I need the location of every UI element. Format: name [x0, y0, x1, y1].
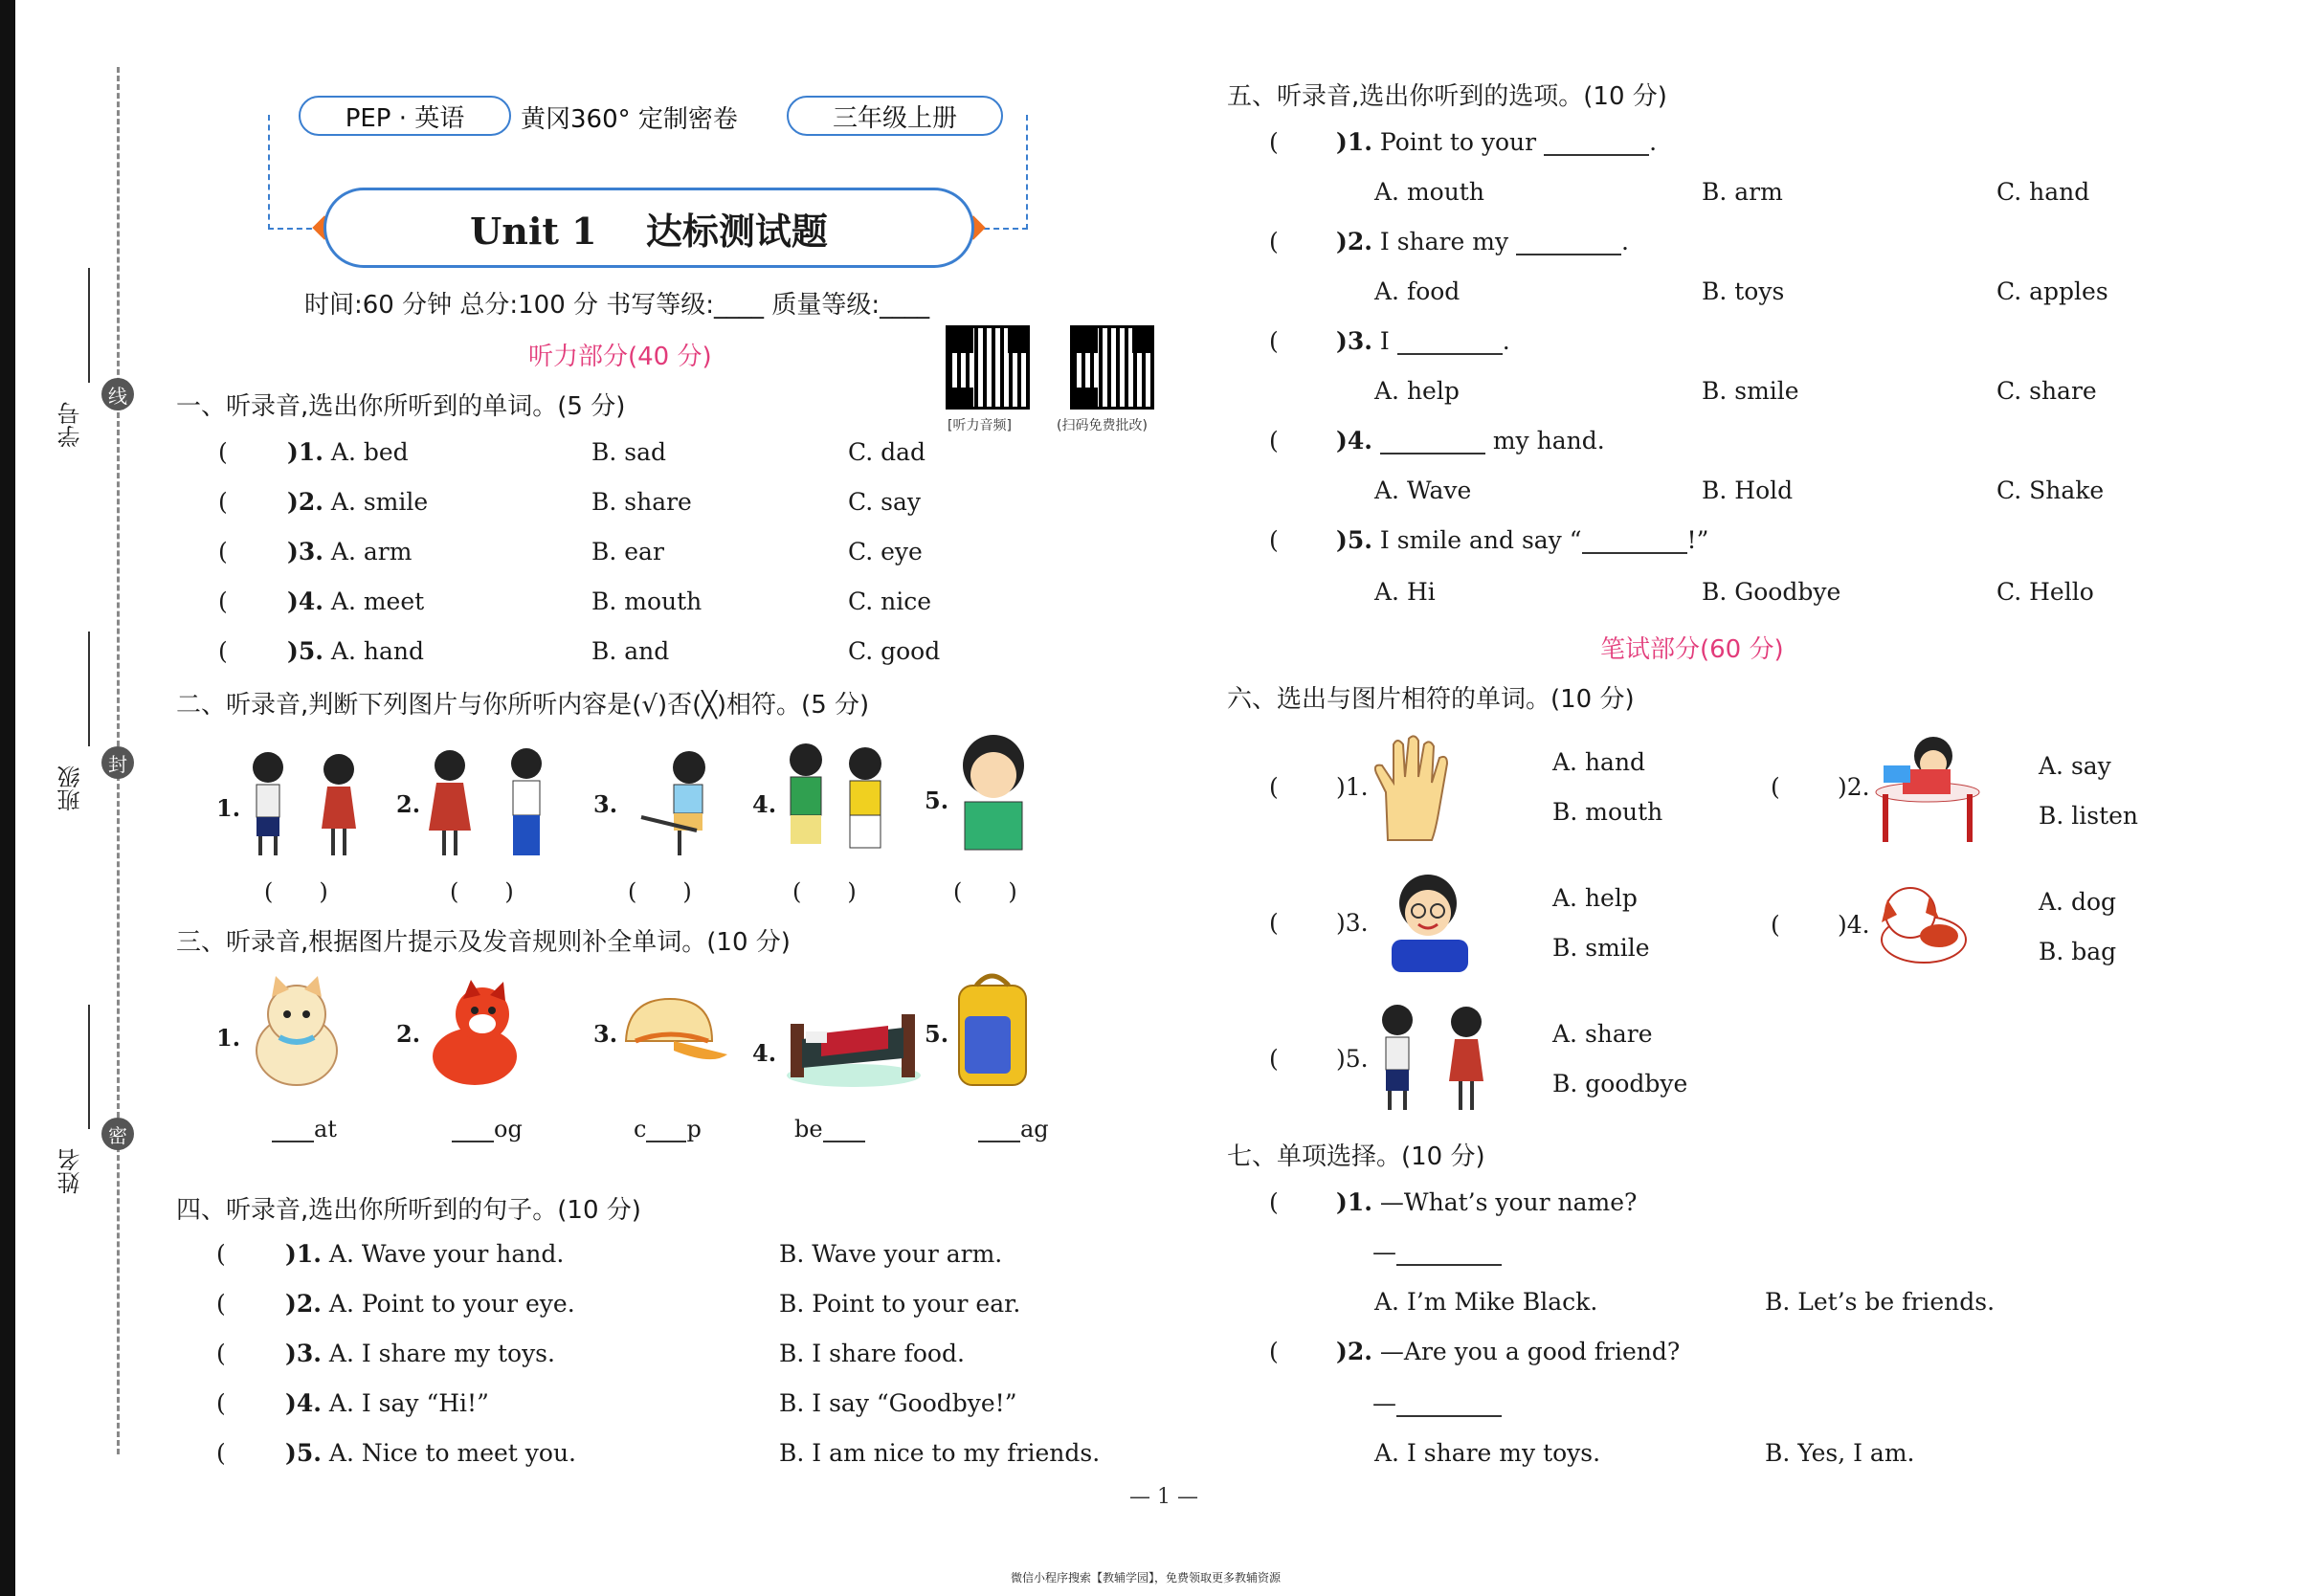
q2-num-3: 3.	[593, 790, 618, 818]
q3-word-2[interactable]: og	[452, 1116, 523, 1142]
q3-num-1: 1.	[216, 1024, 241, 1052]
q4-item-4: )4. A. I say “Hi!”	[285, 1389, 489, 1417]
q2-pic-4	[775, 739, 900, 863]
q5-item-1-a: A. mouth	[1374, 178, 1484, 206]
q5-item-2-c: C. apples	[1996, 277, 2108, 305]
q6-item-4-a: A. dog	[2039, 888, 2117, 916]
q2-answer-1[interactable]: ( )	[264, 878, 328, 905]
qr-audio[interactable]	[946, 325, 1030, 410]
q3-num-3: 3.	[593, 1020, 618, 1048]
q3-pic-bed	[783, 1005, 923, 1089]
q6-item-3-a: A. help	[1552, 884, 1638, 912]
q1-item-5-c: C. good	[848, 637, 941, 665]
q1-item-3: )3. A. arm	[287, 538, 413, 565]
qr-audio-caption: [听力音频]	[948, 418, 1012, 433]
q6-pic-hand	[1369, 735, 1455, 842]
q3-word-1[interactable]: at	[272, 1116, 337, 1142]
q7-item-1-answer[interactable]: —	[1372, 1238, 1502, 1266]
q6-item-1-a: A. hand	[1552, 748, 1646, 776]
q2-pic-1	[239, 746, 373, 861]
q7-item-2-a: A. I share my toys.	[1374, 1439, 1601, 1467]
q2-num-4: 4.	[752, 790, 777, 818]
q2-num-2: 2.	[396, 790, 421, 818]
subject-badge: PEP · 英语	[299, 96, 511, 136]
q4-item-1: )1. A. Wave your hand.	[285, 1240, 565, 1268]
q6-num-1: )1.	[1336, 773, 1369, 801]
q6-item-5-b: B. goodbye	[1552, 1070, 1688, 1097]
q7-item-2-q: )2. —Are you a good friend?	[1336, 1338, 1681, 1365]
q3-pic-cat	[241, 976, 352, 1091]
q4-title: 四、听录音,选出你所听到的句子。(10 分)	[176, 1196, 641, 1225]
q5-item-4: )4. my hand.	[1336, 427, 1605, 454]
q6-item-2-b: B. listen	[2039, 802, 2139, 830]
q6-pic-dog	[1872, 880, 1972, 970]
q5-item-5-b: B. Goodbye	[1702, 578, 1841, 606]
q4-item-5: )5. A. Nice to meet you.	[285, 1439, 577, 1467]
q5-title: 五、听录音,选出你听到的选项。(10 分)	[1227, 82, 1667, 111]
q5-item-1-c: C. hand	[1996, 178, 2090, 206]
q5-item-5-a: A. Hi	[1374, 578, 1436, 606]
q5-item-5-c: C. Hello	[1996, 578, 2094, 606]
q1-item-5: )5. A. hand	[287, 637, 424, 665]
q4-item-5-b: B. I am nice to my friends.	[779, 1439, 1101, 1467]
q5-item-3: )3. I .	[1336, 327, 1510, 355]
page-title: Unit 1 达标测试题	[323, 188, 974, 268]
q4-item-3-b: B. I share food.	[779, 1340, 965, 1367]
q4-item-2: )2. A. Point to your eye.	[285, 1290, 575, 1318]
q5-item-1-b: B. arm	[1702, 178, 1783, 206]
q1-item-1-b: B. sad	[591, 438, 667, 466]
q5-item-2-b: B. toys	[1702, 277, 1785, 305]
q7-item-2-b: B. Yes, I am.	[1765, 1439, 1915, 1467]
q3-num-5: 5.	[925, 1020, 949, 1048]
q6-pic-listen	[1872, 731, 1983, 850]
q6-title: 六、选出与图片相符的单词。(10 分)	[1227, 685, 1635, 714]
student-id-label: 学号	[57, 402, 84, 448]
q3-word-4[interactable]: be	[794, 1116, 865, 1142]
class-label: 班级	[57, 765, 84, 811]
q5-item-2-a: A. food	[1374, 277, 1461, 305]
exam-meta: 时间:60 分钟 总分:100 分 书写等级:____ 质量等级:____	[304, 291, 930, 320]
q4-item-4-b: B. I say “Goodbye!”	[779, 1389, 1017, 1417]
q5-item-4-b: B. Hold	[1702, 477, 1794, 504]
q6-item-4-b: B. bag	[2039, 938, 2117, 965]
q1-item-1: )1. A. bed	[287, 438, 409, 466]
q3-pic-bag	[953, 972, 1032, 1091]
writing-section-title: 笔试部分(60 分)	[1600, 635, 1784, 664]
bind-circle-line: 线	[101, 378, 134, 410]
q5-item-1: )1. Point to your .	[1336, 128, 1658, 156]
q6-num-2: )2.	[1838, 773, 1870, 801]
q1-item-4: )4. A. meet	[287, 587, 425, 615]
name-line	[88, 1005, 90, 1129]
q2-num-1: 1.	[216, 794, 241, 822]
q1-item-4-c: C. nice	[848, 587, 932, 615]
q1-item-2-b: B. share	[591, 488, 692, 516]
q5-item-3-a: A. help	[1374, 377, 1460, 405]
q6-item-3-b: B. smile	[1552, 934, 1650, 962]
q7-item-2-answer[interactable]: —	[1372, 1389, 1502, 1417]
q2-answer-2[interactable]: ( )	[450, 878, 514, 905]
student-id-line	[88, 268, 90, 383]
bind-circle-seal: 封	[101, 746, 134, 779]
q1-item-2: )2. A. smile	[287, 488, 429, 516]
q2-answer-3[interactable]: ( )	[628, 878, 692, 905]
q2-pic-2	[421, 743, 565, 861]
q3-word-3[interactable]: c p	[634, 1116, 702, 1142]
listening-section-title: 听力部分(40 分)	[528, 343, 712, 371]
q6-pic-goodbye	[1371, 1001, 1493, 1114]
q1-item-2-c: C. say	[848, 488, 921, 516]
q1-item-4-b: B. mouth	[591, 587, 702, 615]
q1-item-3-b: B. ear	[591, 538, 664, 565]
q4-item-3: )3. A. I share my toys.	[285, 1340, 555, 1367]
q2-num-5: 5.	[925, 787, 949, 814]
q3-num-4: 4.	[752, 1039, 777, 1067]
q5-item-3-c: C. share	[1996, 377, 2097, 405]
q7-item-1-b: B. Let’s be friends.	[1765, 1288, 1996, 1316]
q2-pic-5	[951, 733, 1037, 861]
series-name: 黄冈360° 定制密卷	[521, 105, 738, 134]
q2-pic-3	[622, 746, 727, 861]
grade-badge: 三年级上册	[787, 96, 1003, 136]
q4-item-1-b: B. Wave your arm.	[779, 1240, 1003, 1268]
q6-num-3: )3.	[1336, 909, 1369, 937]
q5-item-4-c: C. Shake	[1996, 477, 2105, 504]
q1-item-1-c: C. dad	[848, 438, 926, 466]
q2-answer-5[interactable]: ( )	[953, 878, 1017, 905]
qr-grading[interactable]	[1070, 325, 1154, 410]
q1-title: 一、听录音,选出你所听到的单词。(5 分)	[176, 392, 626, 421]
q7-title: 七、单项选择。(10 分)	[1227, 1142, 1485, 1171]
class-line	[88, 632, 90, 746]
q6-item-5-a: A. share	[1552, 1020, 1653, 1048]
q6-pic-smile	[1388, 871, 1474, 972]
q1-item-5-b: B. and	[591, 637, 670, 665]
q7-item-1-q: )1. —What’s your name?	[1336, 1188, 1638, 1216]
q4-item-2-b: B. Point to your ear.	[779, 1290, 1021, 1318]
q6-num-4: )4.	[1838, 911, 1870, 939]
q7-item-1-a: A. I’m Mike Black.	[1374, 1288, 1598, 1316]
qr-grading-caption: (扫码免费批改)	[1057, 418, 1148, 433]
q3-pic-dog	[421, 980, 526, 1091]
binding-edge	[0, 0, 15, 1596]
q3-word-5[interactable]: ag	[978, 1116, 1049, 1142]
q1-item-3-c: C. eye	[848, 538, 923, 565]
q5-item-5: )5. I smile and say “ !”	[1336, 526, 1709, 554]
footer-note: 微信小程序搜索【教辅学园】，免费领取更多教辅资源	[1011, 1571, 1282, 1585]
name-label: 姓名	[57, 1148, 84, 1194]
q5-item-3-b: B. smile	[1702, 377, 1799, 405]
q3-title: 三、听录音,根据图片提示及发音规则补全单词。(10 分)	[176, 928, 791, 957]
page-number: — 1 —	[1129, 1485, 1198, 1509]
bind-circle-secret: 密	[101, 1118, 134, 1150]
q6-item-1-b: B. mouth	[1552, 798, 1663, 826]
q2-title: 二、听录音,判断下列图片与你所听内容是(√)否(╳)相符。(5 分)	[176, 691, 870, 720]
q6-item-2-a: A. say	[2039, 752, 2111, 780]
q2-answer-4[interactable]: ( )	[792, 878, 857, 905]
q5-item-2: )2. I share my .	[1336, 228, 1629, 255]
q3-num-2: 2.	[396, 1020, 421, 1048]
q5-item-4-a: A. Wave	[1374, 477, 1472, 504]
q6-num-5: )5.	[1336, 1045, 1369, 1073]
q3-pic-cap	[616, 993, 729, 1070]
